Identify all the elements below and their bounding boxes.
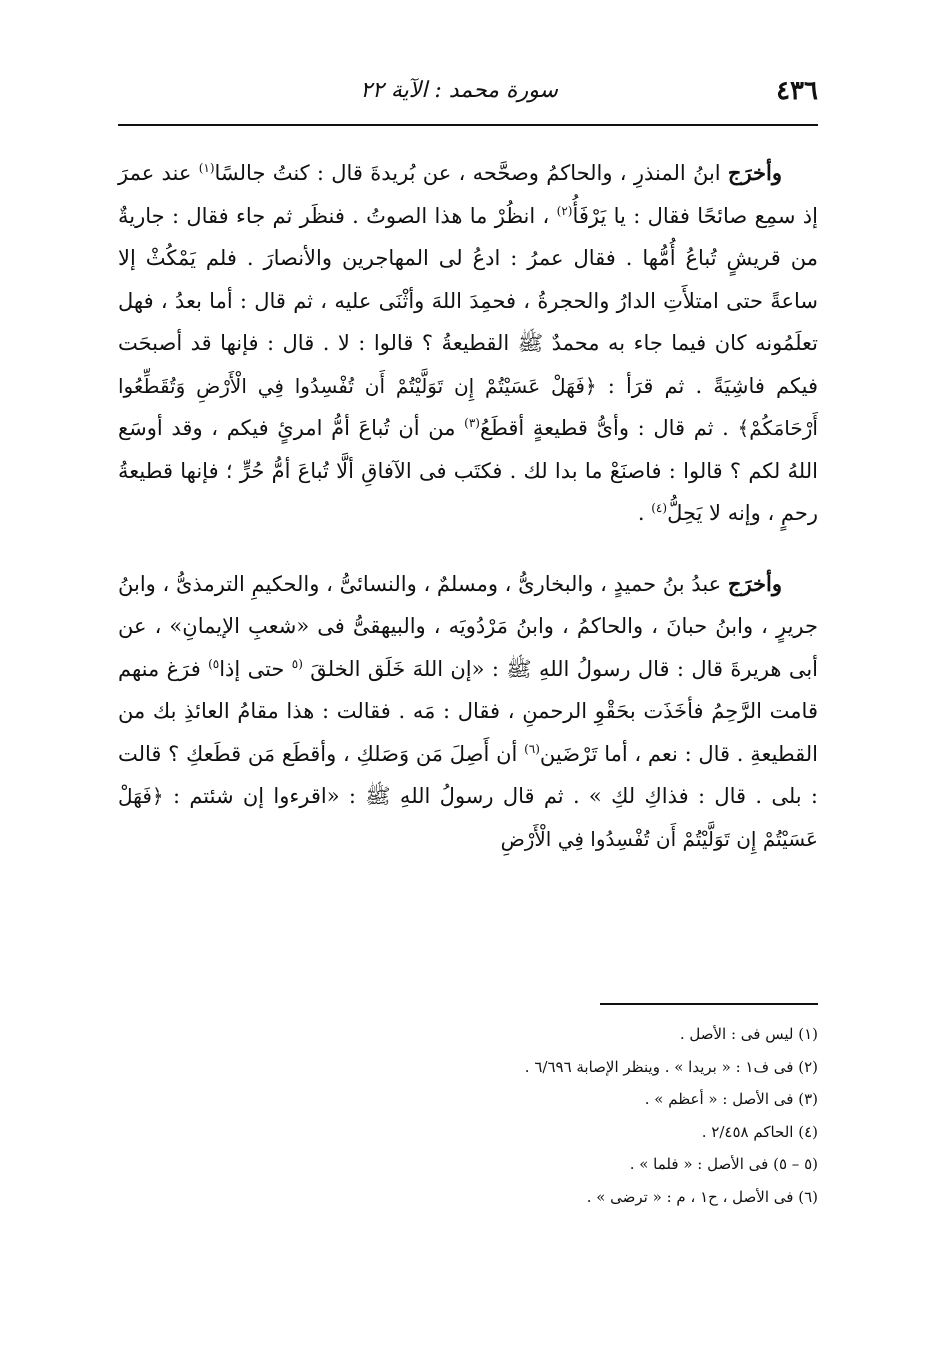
text-segment: . xyxy=(637,501,652,525)
text-segment: حتى إذا xyxy=(219,656,292,681)
footnote-ref: (٢) xyxy=(556,203,573,218)
text-segment: فرَغ منهم قامت الرَّحِمُ فأخَذَت بحَقْوِ الرحمنِ ، فقال : مَه . فقالت : هذا مقامُ العائذِ بك من القطيعةِ . قال : نعم ، أما تَرْضَين xyxy=(118,656,819,766)
footnote-ref: ٥) xyxy=(208,656,220,671)
text-segment: . ثم قال : وأىُّ قطيعةٍ أقطَعُ xyxy=(479,416,738,440)
paragraph xyxy=(118,152,818,535)
footnote: (٥ – ٥) فى الأصل : « فلما » . xyxy=(629,1155,818,1174)
footnote: (٣) فى الأصل : « أعظم » . xyxy=(644,1090,818,1109)
text-segment: ابنُ المنذرِ ، والحاكمُ وصحَّحه ، عن بُريدةَ قال : كنتُ جالسًا xyxy=(214,161,728,185)
footnote: (٢) فى ف١ : « بريدا » . وينظر الإصابة ٦/٦٩٦ . xyxy=(524,1057,818,1076)
paragraph-lead: وأخرَج xyxy=(727,160,783,185)
text-segment: من أن تُباعَ أمُّ امرئٍ فيكم ، وقد أوسَع اللهُ لكم ؟ قالوا : فاصنَعْ ما بدا لك . فكتَب فى الآفاقِ ألَّا تُباعَ أمُّ حُرٍّ ؛ فإنها قطيعةُ رحمٍ ، وإنه لا يَحِلُّ xyxy=(118,416,818,525)
paragraph-lead: وأخرَج xyxy=(727,570,782,596)
footnote-ref: (٥ xyxy=(291,656,303,671)
main-text xyxy=(118,152,818,860)
footnote-ref: (١) xyxy=(198,161,215,175)
quran-verse: ﴿فَهَلْ عَسَيْتُمْ إِن تَوَلَّيْتُمْ أَن تُفْسِدُوا فِي الْأَرْضِ xyxy=(118,784,818,851)
footnote-ref: (٣) xyxy=(464,416,480,430)
footnote: (٤) الحاكم ٢/٤٥٨ . xyxy=(701,1122,818,1141)
text-segment: عند عمرَ إذ سمِع صائحًا فقال : يا يَرْفَأُ xyxy=(118,161,818,228)
text-segment: أن أَصِلَ مَن وَصَلكِ ، وأقطَع مَن قطَعكِ ؟ قالت : بلى . قال : فذاكِ لكِ » . ثم قال رسولُ اللهِ ﷺ : «اقرءوا إن شئتم : xyxy=(118,741,818,808)
running-title: سورة محمد : الآية ٢٢ xyxy=(360,78,558,103)
footnote: (١) ليس فى : الأصل . xyxy=(679,1025,818,1043)
footnotes xyxy=(118,1018,818,1214)
quran-verse: ﴿فَهَلْ عَسَيْتُمْ إِن تَوَلَّيْتُمْ أَن تُفْسِدُوا فِي الْأَرْضِ وَتُقَطِّعُوا أَرْحَامَكُمْ﴾ xyxy=(118,373,818,440)
footnote: (٦) فى الأصل ، ح١ ، م : « ترضى » . xyxy=(586,1187,818,1206)
paragraph xyxy=(118,563,818,861)
footnote-ref: (٤) xyxy=(651,501,668,515)
footnote-ref: (٦) xyxy=(524,741,540,756)
page-header xyxy=(118,70,818,120)
footnote-rule xyxy=(600,1003,818,1005)
page-number: ٤٣٦ xyxy=(776,76,818,106)
header-rule xyxy=(118,124,818,126)
text-segment: ، انظُرْ ما هذا الصوتُ . فنظَر ثم جاء فقال : جاريةٌ من قريشٍ تُباعُ أُمُّها . فقال عمرُ : ادعُ لى المهاجرين والأنصارَ . فلم يَمْكُثْ إلا ساعةً حتى امتلأَتِ الدارُ والحجرةُ ، فحمِدَ اللهَ وأثْنَى عليه ، ثم قال : أما بعدُ ، فهل تعلَمُونه كان فيما جاء به محمدٌ ﷺ القطيعةُ ؟ قالوا : لا . قال : فإنها قد أصبحَت فيكم فاشِيَةً . ثم قرَأ : xyxy=(118,203,818,398)
text-segment: عبدُ بنُ حميدٍ ، والبخارىُّ ، ومسلمٌ ، والنسائىُّ ، والحكيمِ الترمذىُّ ، وابنُ جريرٍ ، وابنُ حبانَ ، والحاكمُ ، وابنُ مَرْدُويَه ، والبيهقىُّ فى «شعبِ الإيمانِ» ، عن أبى هريرةَ قال : قال رسولُ اللهِ ﷺ : «إن اللهَ خَلَق الخلقَ xyxy=(118,571,818,681)
